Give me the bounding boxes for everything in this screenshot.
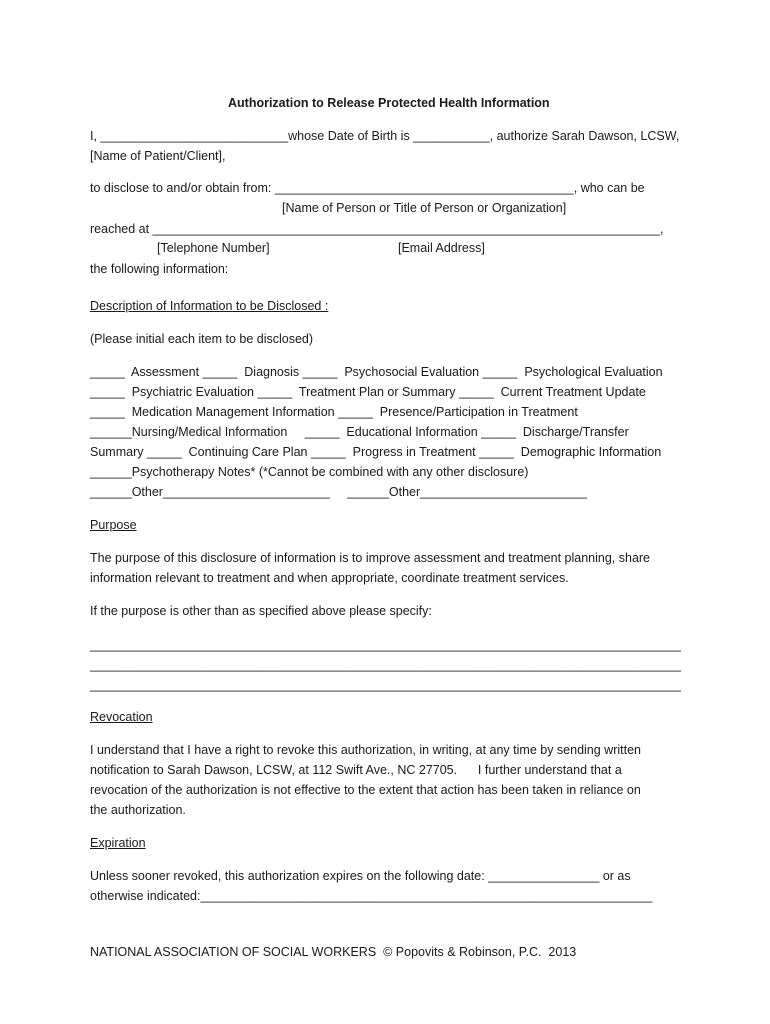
expiration-text-line: otherwise indicated:_________________________________________________________________: [90, 889, 653, 903]
disclosure-item-row: ______Psychotherapy Notes* (*Cannot be combined with any other disclosure): [90, 465, 529, 479]
purpose-blank-line: _____________________________________________________________________________________: [90, 678, 681, 692]
revocation-text-line: revocation of the authorization is not effective to the extent that action has been taken in reliance on: [90, 783, 641, 797]
description-instruction: (Please initial each item to be disclosed): [90, 332, 314, 346]
telephone-label: [Telephone Number]: [157, 241, 270, 255]
intro-line-contact: reached at _________________________________________________________________________,: [90, 222, 664, 236]
disclosure-item-row: _____ Medication Management Information _____ Presence/Participation in Treatment: [90, 405, 578, 419]
disclosure-item-row: Summary _____ Continuing Care Plan _____ Progress in Treatment _____ Demographic Information: [90, 445, 662, 459]
disclosure-item-row: _____ Assessment _____ Diagnosis _____ Psychosocial Evaluation _____ Psychological Evaluation: [90, 365, 663, 379]
intro-line-recipient-label: [Name of Person or Title of Person or Organization]: [282, 201, 567, 215]
intro-line-information: the following information:: [90, 262, 229, 276]
disclosure-item-row: _____ Psychiatric Evaluation _____ Treatment Plan or Summary _____ Current Treatment Update: [90, 385, 646, 399]
description-heading: Description of Information to be Disclosed :: [90, 299, 329, 313]
purpose-heading: Purpose: [90, 518, 137, 532]
purpose-blank-line: _____________________________________________________________________________________: [90, 638, 681, 652]
purpose-blank-line: _____________________________________________________________________________________: [90, 658, 681, 672]
purpose-text-line: information relevant to treatment and when appropriate, coordinate treatment services.: [90, 571, 569, 585]
expiration-heading: Expiration: [90, 836, 146, 850]
revocation-text-line: the authorization.: [90, 803, 186, 817]
intro-line-recipient: to disclose to and/or obtain from: ___________________________________________, who can be: [90, 181, 645, 195]
expiration-text-line: Unless sooner revoked, this authorization expires on the following date: ________________ or as: [90, 869, 631, 883]
document-title: Authorization to Release Protected Health Information: [228, 96, 550, 110]
purpose-other-prompt: If the purpose is other than as specified above please specify:: [90, 604, 432, 618]
intro-line-patient: I, ___________________________whose Date of Birth is ___________, authorize Sarah Dawson, LCSW,: [90, 129, 680, 143]
revocation-text-line: notification to Sarah Dawson, LCSW, at 112 Swift Ave., NC 27705. I further understand that a: [90, 763, 622, 777]
disclosure-item-row: ______Nursing/Medical Information _____ Educational Information _____ Discharge/Transfer: [90, 425, 629, 439]
revocation-text-line: I understand that I have a right to revoke this authorization, in writing, at any time by sending written: [90, 743, 641, 757]
footer-copyright: NATIONAL ASSOCIATION OF SOCIAL WORKERS © Popovits & Robinson, P.C. 2013: [90, 945, 577, 959]
revocation-heading: Revocation: [90, 710, 153, 724]
purpose-text-line: The purpose of this disclosure of information is to improve assessment and treatment planning, share: [90, 551, 651, 565]
disclosure-item-row: ______Other________________________ ______Other________________________: [90, 485, 588, 499]
intro-line-patient-label: [Name of Patient/Client],: [90, 149, 226, 163]
email-label: [Email Address]: [398, 241, 485, 255]
